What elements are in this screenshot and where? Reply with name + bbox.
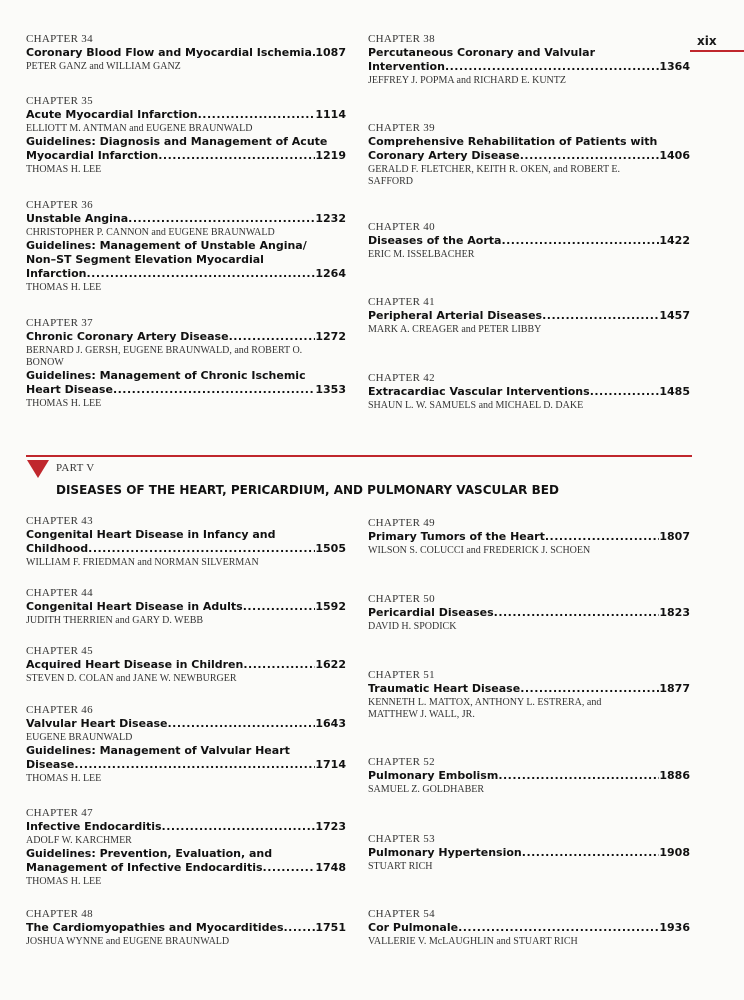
chapter-46[interactable] [26,704,346,785]
page-number: xix [697,34,717,48]
leader-dots [458,921,659,935]
chapter-title-cont: Coronary Artery Disease [368,149,520,162]
chapter-title[interactable]: Congenital Heart Disease in Infancy and [26,528,276,541]
chapter-page: 1823 [659,606,690,619]
chapter-45[interactable] [26,645,346,685]
chapter-authors: ELLIOTT M. ANTMAN and EUGENE BRAUNWALD [26,123,253,134]
chapter-34[interactable] [26,33,346,73]
chapter-authors: EUGENE BRAUNWALD [26,732,133,743]
chapter-43[interactable] [26,515,346,569]
chapter-42[interactable] [368,372,690,412]
chapter-title-row[interactable] [26,820,346,834]
chapter-authors: KENNETH L. MATTOX, ANTHONY L. ESTRERA, and [368,697,602,708]
chapter-title: Acquired Heart Disease in Children [26,658,244,671]
chapter-authors: WILSON S. COLUCCI and FREDERICK J. SCHOEN [368,545,591,556]
chapter-authors: STEVEN D. COLAN and JANE W. NEWBURGER [26,673,237,684]
chapter-title: Valvular Heart Disease [26,717,168,730]
chapter-title-row[interactable] [368,769,690,783]
chapter-40[interactable] [368,221,690,261]
guidelines-page: 1353 [315,383,346,396]
chapter-authors: JEFFREY J. POPMA and RICHARD E. KUNTZ [368,75,566,86]
chapter-label: CHAPTER 44 [26,587,93,599]
chapter-title-row[interactable] [368,385,690,399]
chapter-title: Cor Pulmonale [368,921,459,934]
chapter-authors-cont: SAFFORD [368,176,414,187]
chapter-page: 1592 [315,600,346,613]
chapter-title: Coronary Blood Flow and Myocardial Ischemia [26,46,312,59]
leader-dots [229,330,316,344]
chapter-title-row[interactable] [26,212,346,226]
leader-dots [545,530,660,544]
chapter-label: CHAPTER 40 [368,221,435,233]
chapter-label: CHAPTER 53 [368,833,435,845]
chapter-52[interactable] [368,756,690,796]
chapter-title-cont: Intervention [368,60,445,73]
guidelines-title-row[interactable] [26,758,346,772]
leader-dots [501,234,659,248]
leader-dots [284,921,316,935]
chapter-title: Extracardiac Vascular Interventions [368,385,590,398]
chapter-53[interactable] [368,833,690,873]
chapter-41[interactable] [368,296,690,336]
guidelines-title-row[interactable] [26,383,346,397]
leader-dots [498,769,659,783]
chapter-page: 1272 [315,330,346,343]
guidelines-title-cont: Heart Disease [26,383,113,396]
guidelines-title[interactable]: Guidelines: Prevention, Evaluation, and [26,847,273,860]
chapter-authors: MARK A. CREAGER and PETER LIBBY [368,324,542,335]
leader-dots [494,606,660,620]
chapter-title: Unstable Angina [26,212,129,225]
chapter-label: CHAPTER 43 [26,515,93,527]
chapter-title-row[interactable] [26,600,346,614]
guidelines-title[interactable]: Guidelines: Management of Valvular Heart [26,744,290,757]
chapter-title-row[interactable] [26,921,346,935]
guidelines-authors: THOMAS H. LEE [26,398,102,409]
chapter-36[interactable] [26,199,346,294]
guidelines-title-cont: Infarction [26,267,87,280]
chapter-title: Peripheral Arterial Diseases [368,309,543,322]
chapter-title-row[interactable] [26,542,346,556]
chapter-page: 1877 [659,682,690,695]
chapter-authors: ADOLF W. KARCHMER [26,835,132,846]
guidelines-page: 1264 [315,267,346,280]
leader-dots [158,149,315,163]
chapter-authors: JOSHUA WYNNE and EUGENE BRAUNWALD [26,936,230,947]
guidelines-page: 1714 [315,758,346,771]
chapter-35[interactable] [26,95,346,176]
chapter-title-cont: Childhood [26,542,89,555]
chapter-page: 1622 [315,658,346,671]
chapter-page: 1807 [659,530,690,543]
chapter-title: Infective Endocarditis [26,820,162,833]
chapter-title-row[interactable] [26,330,346,344]
guidelines-page: 1219 [315,149,346,162]
chapter-page: 1505 [315,542,346,555]
chapter-title: Congenital Heart Disease in Adults [26,600,243,613]
chapter-49[interactable] [368,517,690,557]
chapter-authors: ERIC M. ISSELBACHER [368,249,475,260]
part-divider-rule [26,455,692,457]
guidelines-authors: THOMAS H. LEE [26,773,102,784]
chapter-authors: VALLERIE V. McLAUGHLIN and STUART RICH [368,936,578,947]
leader-dots [522,846,660,860]
chapter-page: 1723 [315,820,346,833]
leader-dots [162,820,316,834]
chapter-title: Primary Tumors of the Heart [368,530,545,543]
guidelines-title-cont: Disease [26,758,75,771]
chapter-authors-cont: BONOW [26,357,64,368]
chapter-label: CHAPTER 50 [368,593,435,605]
chapter-label: CHAPTER 34 [26,33,93,45]
chapter-label: CHAPTER 38 [368,33,435,45]
leader-dots [128,212,315,226]
chapter-title: Pulmonary Embolism [368,769,499,782]
chapter-page: 1643 [315,717,346,730]
chapter-label: CHAPTER 46 [26,704,93,716]
chapter-page: 1114 [315,108,346,121]
chapter-page: 1364 [659,60,690,73]
chapter-title-row[interactable] [26,46,346,60]
chapter-authors: SHAUN L. W. SAMUELS and MICHAEL D. DAKE [368,400,584,411]
guidelines-title-row[interactable] [26,267,346,281]
chapter-title-row[interactable] [368,846,690,860]
guidelines-title[interactable]: Guidelines: Management of Unstable Angina/ [26,239,307,252]
chapter-title: Acute Myocardial Infarction [26,108,198,121]
chapter-48[interactable] [26,908,346,948]
leader-dots [168,717,316,731]
chapter-38[interactable] [368,33,690,87]
chapter-title-row[interactable] [26,658,346,672]
guidelines-page: 1748 [315,861,346,874]
chapter-authors-cont: MATTHEW J. WALL, JR. [368,709,475,720]
leader-dots [520,149,660,163]
leader-dots [542,309,659,323]
leader-dots [198,108,316,122]
leader-dots [74,758,315,772]
chapter-51[interactable] [368,669,690,721]
chapter-page: 1485 [659,385,690,398]
chapter-title-row[interactable] [368,530,690,544]
chapter-label: CHAPTER 51 [368,669,435,681]
chapter-title-row[interactable] [368,60,690,74]
guidelines-title-cont[interactable]: Non–ST Segment Elevation Myocardial [26,253,264,266]
chapter-label: CHAPTER 41 [368,296,435,308]
chapter-label: CHAPTER 39 [368,122,435,134]
chapter-label: CHAPTER 36 [26,199,93,211]
chapter-label: CHAPTER 52 [368,756,435,768]
chapter-page: 1908 [659,846,690,859]
chapter-page: 1751 [315,921,346,934]
leader-dots [445,60,659,74]
guidelines-authors: THOMAS H. LEE [26,164,102,175]
chapter-47[interactable] [26,807,346,888]
chapter-label: CHAPTER 49 [368,517,435,529]
chapter-37[interactable] [26,317,346,410]
chapter-page: 1886 [659,769,690,782]
chapter-label: CHAPTER 42 [368,372,435,384]
leader-dots [243,600,316,614]
chapter-page: 1087 [315,46,346,59]
chapter-authors: SAMUEL Z. GOLDHABER [368,784,485,795]
chapter-label: CHAPTER 47 [26,807,93,819]
chapter-page: 1406 [659,149,690,162]
chapter-authors: PETER GANZ and WILLIAM GANZ [26,61,181,72]
guidelines-authors: THOMAS H. LEE [26,282,102,293]
part-title[interactable]: DISEASES OF THE HEART, PERICARDIUM, AND PULMONARY VASCULAR BED [56,483,559,497]
chapter-title-row[interactable] [368,309,690,323]
leader-dots [520,682,659,696]
chapter-label: CHAPTER 37 [26,317,93,329]
chapter-authors: BERNARD J. GERSH, EUGENE BRAUNWALD, and ROBERT O. [26,345,303,356]
chapter-page: 1936 [659,921,690,934]
chapter-title: Pulmonary Hypertension [368,846,522,859]
chapter-authors: DAVID H. SPODICK [368,621,457,632]
leader-dots [87,267,316,281]
chapter-authors: STUART RICH [368,861,433,872]
guidelines-authors: THOMAS H. LEE [26,876,102,887]
leader-dots [263,861,316,875]
guidelines-title-row[interactable] [26,861,346,875]
chapter-page: 1422 [659,234,690,247]
chapter-title[interactable]: Percutaneous Coronary and Valvular [368,46,596,59]
chapter-label: CHAPTER 54 [368,908,435,920]
chapter-page: 1232 [315,212,346,225]
chapter-title-row[interactable] [368,682,690,696]
chapter-44[interactable] [26,587,346,627]
guidelines-title[interactable]: Guidelines: Diagnosis and Management of Acute [26,135,328,148]
chapter-54[interactable] [368,908,690,948]
chapter-label: CHAPTER 48 [26,908,93,920]
leader-dots [88,542,315,556]
chapter-label: CHAPTER 35 [26,95,93,107]
guidelines-title[interactable]: Guidelines: Management of Chronic Ischemic [26,369,306,382]
page-number-rule [690,50,744,52]
chapter-39[interactable] [368,122,690,188]
guidelines-title-cont: Myocardial Infarction [26,149,159,162]
chapter-title-row[interactable] [26,717,346,731]
chapter-label: CHAPTER 45 [26,645,93,657]
chapter-authors: JUDITH THERRIEN and GARY D. WEBB [26,615,204,626]
leader-dots [590,385,660,399]
guidelines-title-cont: Management of Infective Endocarditis [26,861,263,874]
chapter-authors: WILLIAM F. FRIEDMAN and NORMAN SILVERMAN [26,557,259,568]
chapter-title: Diseases of the Aorta [368,234,502,247]
chapter-title: Chronic Coronary Artery Disease [26,330,229,343]
chapter-title: The Cardiomyopathies and Myocarditides [26,921,284,934]
leader-dots [243,658,315,672]
chapter-title: Pericardial Diseases [368,606,494,619]
part-marker-triangle [27,460,49,478]
leader-dots [113,383,315,397]
part-label: PART V [56,462,95,474]
chapter-50[interactable] [368,593,690,633]
chapter-authors: CHRISTOPHER P. CANNON and EUGENE BRAUNWALD [26,227,275,238]
chapter-title-row[interactable] [368,606,690,620]
guidelines-title-row[interactable] [26,149,346,163]
chapter-title-row[interactable] [26,108,346,122]
chapter-title[interactable]: Comprehensive Rehabilitation of Patients with [368,135,658,148]
chapter-authors: GERALD F. FLETCHER, KEITH R. OKEN, and ROBERT E. [368,164,621,175]
chapter-title: Traumatic Heart Disease [368,682,521,695]
chapter-title-row[interactable] [368,234,690,248]
chapter-page: 1457 [659,309,690,322]
chapter-title-row[interactable] [368,921,690,935]
chapter-title-row[interactable] [368,149,690,163]
